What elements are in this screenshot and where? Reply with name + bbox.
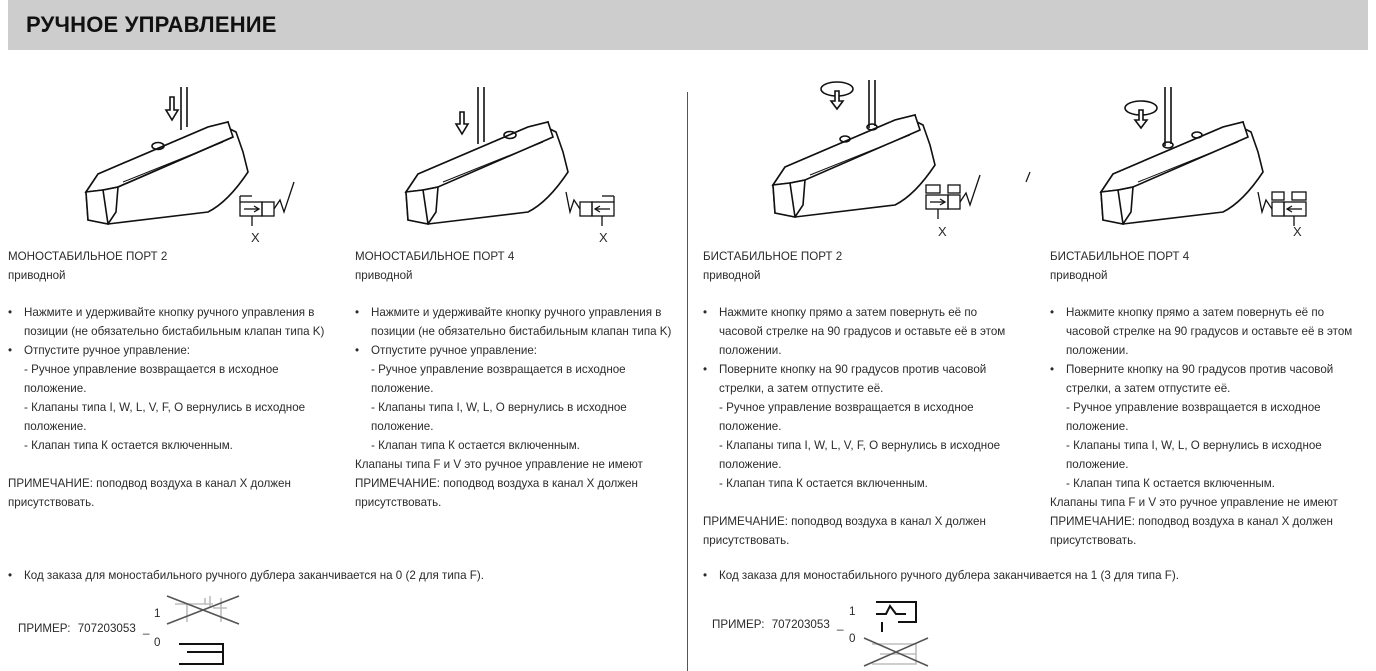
instruction-item: • Отпустите ручное управление: — [8, 341, 333, 360]
header-bar — [8, 0, 1368, 50]
stray-mark — [1024, 172, 1032, 184]
instruction-list — [703, 303, 1013, 398]
instruction-subitem: - Клапаны типа I, W, L, V, F, O вернулись в исходное положение. — [24, 401, 306, 433]
column-mono-port4 — [355, 247, 680, 512]
example-symbol-right — [858, 592, 938, 668]
instruction-subitem: - Клапаны типа I, W, L, O вернулись в исходное положение. — [1066, 439, 1322, 471]
column-bi-port2 — [703, 247, 1013, 550]
example-pos1: 1 — [154, 607, 161, 620]
section-title: БИСТАБИЛЬНОЕ ПОРТ 2 — [703, 250, 843, 263]
example-code: 707203053 — [77, 622, 136, 635]
order-code-note-left: • Код заказа для моностабильного ручного дублера заканчивается на 0 (2 для типа F). — [8, 566, 484, 585]
instruction-list — [8, 303, 333, 360]
note-text: ПРИМЕЧАНИЕ: поподвод воздуха в канал X должен присутствовать. — [1050, 515, 1333, 547]
instruction-list — [355, 303, 680, 360]
instruction-subitem: - Клапан типа К остается включенным. — [371, 439, 580, 452]
instruction-subitem: - Ручное управление возвращается в исходное положение. — [719, 401, 974, 433]
instruction-item: • Поверните кнопку на 90 градусов против часовой стрелки, а затем отпустите её. — [703, 360, 1013, 398]
page-title: РУЧНОЕ УПРАВЛЕНИЕ — [26, 12, 277, 37]
example-code: 707203053 — [771, 618, 830, 631]
example-dash: _ — [143, 622, 150, 635]
column-mono-port2 — [8, 247, 333, 512]
instruction-subitem: - Ручное управление возвращается в исходное положение. — [371, 363, 626, 395]
example-dash: _ — [837, 618, 844, 631]
section-title: МОНОСТАБИЛЬНОЕ ПОРТ 4 — [355, 250, 515, 263]
section-title: МОНОСТАБИЛЬНОЕ ПОРТ 2 — [8, 250, 168, 263]
column-divider — [687, 92, 688, 671]
instruction-subitem: - Ручное управление возвращается в исходное положение. — [1066, 401, 1321, 433]
example-pos0: 0 — [154, 636, 161, 649]
instruction-subitem: - Клапан типа К остается включенным. — [24, 439, 233, 452]
section-subtitle: приводной — [8, 269, 66, 282]
instruction-subitem: - Клапан типа К остается включенным. — [719, 477, 928, 490]
port-x-label: X — [599, 230, 608, 245]
instruction-subitem: - Клапаны типа I, W, L, O вернулись в исходное положение. — [371, 401, 627, 433]
instruction-subitem: - Клапаны типа I, W, L, V, F, O вернулись в исходное положение. — [719, 439, 1001, 471]
port-x-label: X — [1293, 224, 1302, 239]
column-bi-port4 — [1050, 247, 1360, 550]
note-text: ПРИМЕЧАНИЕ: поподвод воздуха в канал X должен присутствовать. — [355, 477, 638, 509]
instruction-item: • Нажмите и удерживайте кнопку ручного управления в позиции (не обязательно бистабильным клапан типа K) — [355, 303, 680, 341]
instruction-subitem: - Клапан типа К остается включенным. — [1066, 477, 1275, 490]
instruction-item: • Нажмите и удерживайте кнопку ручного управления в позиции (не обязательно бистабильным клапан типа K) — [8, 303, 333, 341]
instruction-subitem: - Ручное управление возвращается в исходное положение. — [24, 363, 279, 395]
instruction-item: • Нажмите кнопку прямо а затем повернуть её по часовой стрелке на 90 градусов и оставьте её в этом положении. — [703, 303, 1013, 360]
instruction-item: • Отпустите ручное управление: — [355, 341, 680, 360]
extra-remark: Клапаны типа F и V это ручное управление не имеют — [1050, 496, 1338, 509]
section-subtitle: приводной — [1050, 269, 1108, 282]
example-pos0: 0 — [849, 632, 856, 645]
example-left — [18, 622, 149, 635]
instruction-item: • Поверните кнопку на 90 градусов против часовой стрелки, а затем отпустите её. — [1050, 360, 1360, 398]
order-code-note-right: • Код заказа для моностабильного ручного дублера заканчивается на 1 (3 для типа F). — [703, 566, 1179, 585]
example-label: ПРИМЕР: — [18, 622, 71, 635]
example-right — [712, 618, 843, 631]
section-title: БИСТАБИЛЬНОЕ ПОРТ 4 — [1050, 250, 1190, 263]
valve-symbol-mono-port2 — [232, 182, 302, 242]
port-x-label: X — [251, 230, 260, 245]
valve-symbol-bi-port2 — [918, 175, 988, 235]
instruction-list — [1050, 303, 1360, 398]
example-label: ПРИМЕР: — [712, 618, 765, 631]
note-text: ПРИМЕЧАНИЕ: поподвод воздуха в канал X должен присутствовать. — [8, 477, 291, 509]
port-x-label: X — [938, 224, 947, 239]
example-symbol-left — [165, 592, 245, 668]
section-subtitle: приводной — [703, 269, 761, 282]
note-text: ПРИМЕЧАНИЕ: поподвод воздуха в канал X должен присутствовать. — [703, 515, 986, 547]
instruction-item: • Нажмите кнопку прямо а затем повернуть её по часовой стрелке на 90 градусов и оставьте её в этом положении. — [1050, 303, 1360, 360]
section-subtitle: приводной — [355, 269, 413, 282]
extra-remark: Клапаны типа F и V это ручное управление не имеют — [355, 458, 643, 471]
example-pos1: 1 — [849, 605, 856, 618]
